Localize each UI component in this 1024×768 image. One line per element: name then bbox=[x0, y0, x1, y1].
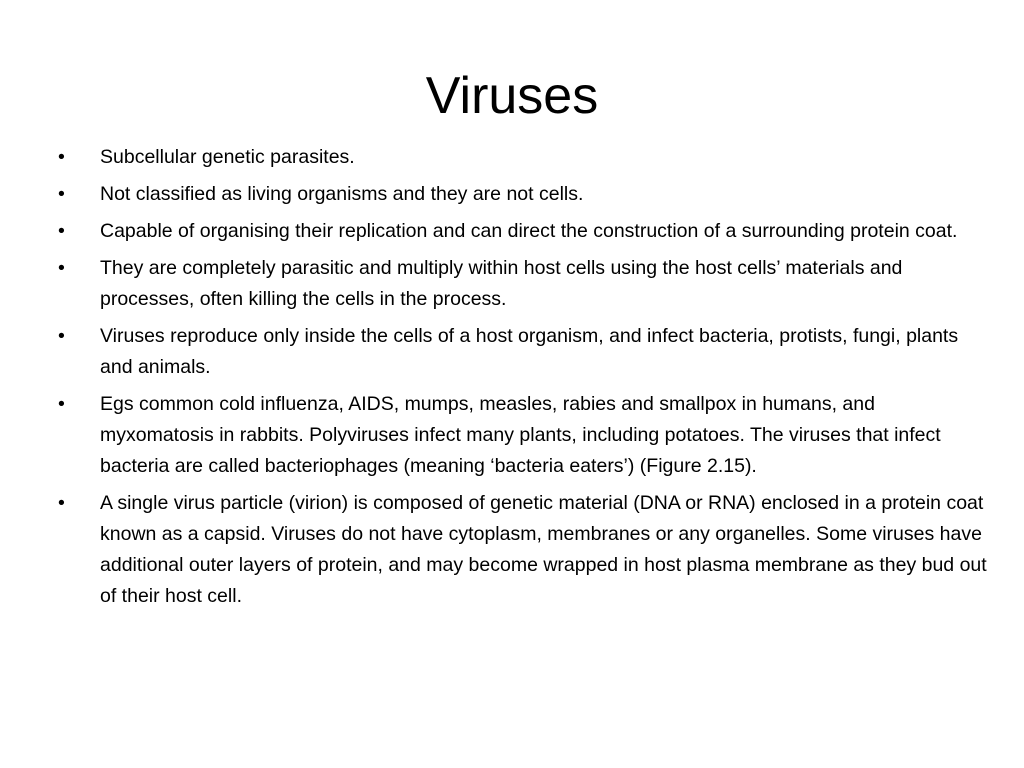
bullet-icon: • bbox=[58, 220, 65, 242]
bullet-text: Egs common cold influenza, AIDS, mumps, measles, rabies and smallpox in humans, and myxomatosis in rabbits. Polyviruses infect many plants, including potatoes. The viruses that infect bacteria are called bacteriophages (meaning ‘bacteria eaters’) (Figure 2.15). bbox=[100, 393, 941, 477]
bullet-icon: • bbox=[58, 492, 65, 514]
bullet-text: Subcellular genetic parasites. bbox=[100, 146, 355, 168]
bullet-text: A single virus particle (virion) is composed of genetic material (DNA or RNA) enclosed in a protein coat known as a capsid. Viruses do not have cytoplasm, membranes or any organelles. Some viruses have additional outer layers of protein, and may become wrapped in host plasma membrane as they bud out of their host cell. bbox=[100, 492, 987, 607]
bullet-icon: • bbox=[58, 146, 65, 168]
bullet-icon: • bbox=[58, 183, 65, 205]
bullet-text: Not classified as living organisms and they are not cells. bbox=[100, 183, 584, 205]
bullet-item bbox=[58, 216, 988, 247]
bullet-icon: • bbox=[58, 393, 65, 415]
bullet-item bbox=[58, 389, 988, 482]
bullet-item bbox=[58, 142, 988, 173]
bullet-item bbox=[58, 253, 988, 315]
bullet-text: They are completely parasitic and multiply within host cells using the host cells’ materials and processes, often killing the cells in the process. bbox=[100, 257, 903, 310]
bullet-item bbox=[58, 179, 988, 210]
bullet-text: Viruses reproduce only inside the cells of a host organism, and infect bacteria, protists, fungi, plants and animals. bbox=[100, 325, 959, 378]
bullet-list bbox=[58, 142, 988, 618]
bullet-text: Capable of organising their replication and can direct the construction of a surrounding protein coat. bbox=[100, 220, 958, 242]
slide-title: Viruses bbox=[425, 67, 599, 125]
bullet-item bbox=[58, 321, 988, 383]
bullet-icon: • bbox=[58, 325, 65, 347]
bullet-icon: • bbox=[58, 257, 65, 279]
bullet-item bbox=[58, 488, 988, 612]
